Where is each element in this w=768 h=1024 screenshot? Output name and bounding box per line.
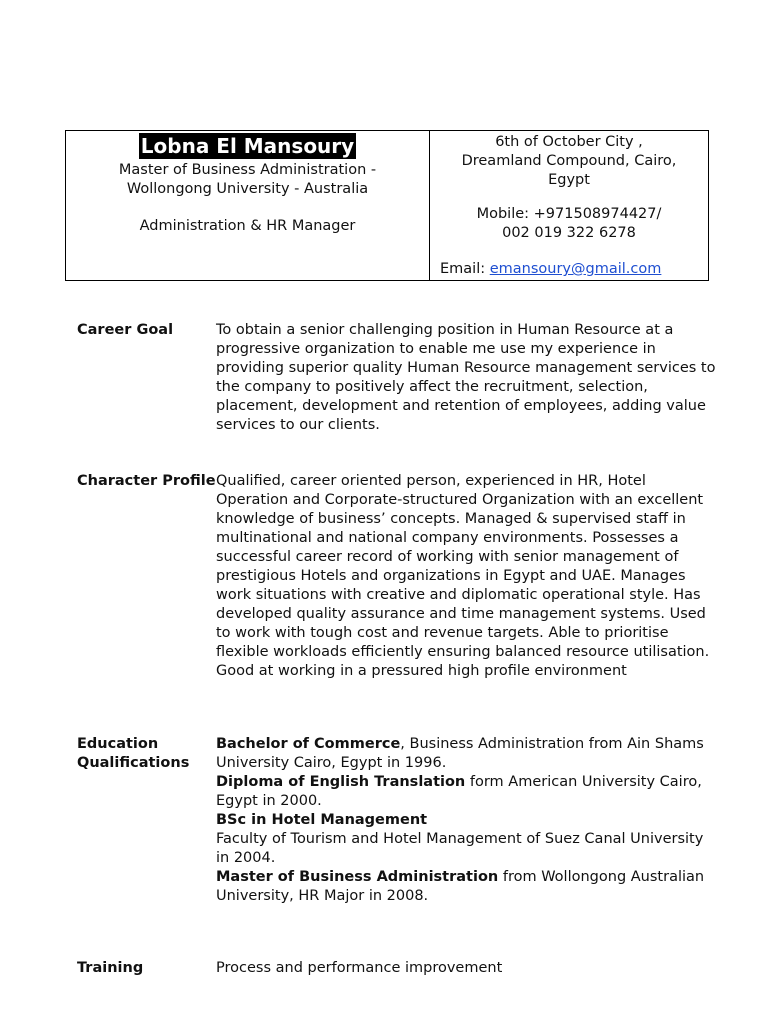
education-item-detail: , Business Administration from Ain Shams University Cairo, Egypt in 1996. [216,736,704,771]
character-profile-section [77,472,717,681]
candidate-name: Lobna El Mansoury [140,134,355,158]
education-item-detail: Faculty of Tourism and Hotel Management of Suez Canal University in 2004. [216,831,704,866]
education-label-line-1: Education [77,736,159,752]
address-line-1: 6th of October City , [495,134,643,150]
character-profile-label-line-2: Profile [162,473,216,489]
character-profile-label [77,472,216,681]
header-contact-cell [430,131,708,280]
character-profile-text: Qualified, career oriented person, experienced in HR, Hotel Operation and Corporate-structured Organization with an excellent knowledge of business’ concepts. Managed & supervised staff in multinational and national company environments. Possesses a successful career record of working with senior management of prestigious Hotels and organizations in Egypt and UAE. Manages work situations with creative and diplomatic operational style. Has developed quality assurance and time management systems. Used to work with tough cost and revenue targets. Able to prioritise flexible workloads efficiently ensuring balanced resource utilisation. Good at working in a pressured high profile environment [216,473,710,679]
training-section [77,959,717,978]
education-item [216,735,717,773]
education-item-detail: form American University Cairo, Egypt in 2000. [216,774,702,809]
character-profile-label-line-1: Character [77,473,158,489]
address-line-3: Egypt [548,172,590,188]
education-item-title: BSc in Hotel Management [216,812,428,828]
training-label: Training [77,960,144,976]
email-link[interactable]: emansoury@gmail.com [489,261,662,277]
career-goal-text: To obtain a senior challenging position in Human Resource at a progressive organization to enable me use my experience in providing superior quality Human Resource management services to the company to positively affect the recruitment, selection, placement, development and retention of employees, adding value services to our clients. [216,322,716,433]
education-item-title: Diploma of English Translation [216,774,466,790]
email-row [430,260,708,279]
header-identity-cell [66,131,430,280]
career-goal-section [77,321,717,435]
mobile-line-1: Mobile: +971508974427/ [476,206,662,222]
degree-line-1: Master of Business Administration - [118,162,377,178]
degree-line-2: Wollongong University - Australia [126,181,369,197]
education-label [77,735,216,906]
education-item-title: Bachelor of Commerce [216,736,401,752]
education-item [216,773,717,811]
mobile-line-2: 002 019 322 6278 [502,225,636,241]
address-line-2: Dreamland Compound, Cairo, [461,153,677,169]
education-section [77,735,717,906]
education-item [216,811,717,868]
education-label-line-2: Qualifications [77,755,190,771]
email-label: Email: [440,261,490,277]
education-item-title: Master of Business Administration [216,869,499,885]
header-table [65,130,709,281]
job-position: Administration & HR Manager [139,218,356,234]
education-item-detail: from Wollongong Australian University, HR Major in 2008. [216,869,705,904]
education-list [216,735,717,906]
career-goal-label: Career Goal [77,322,174,338]
education-item [216,868,717,906]
training-text: Process and performance improvement [216,960,503,976]
